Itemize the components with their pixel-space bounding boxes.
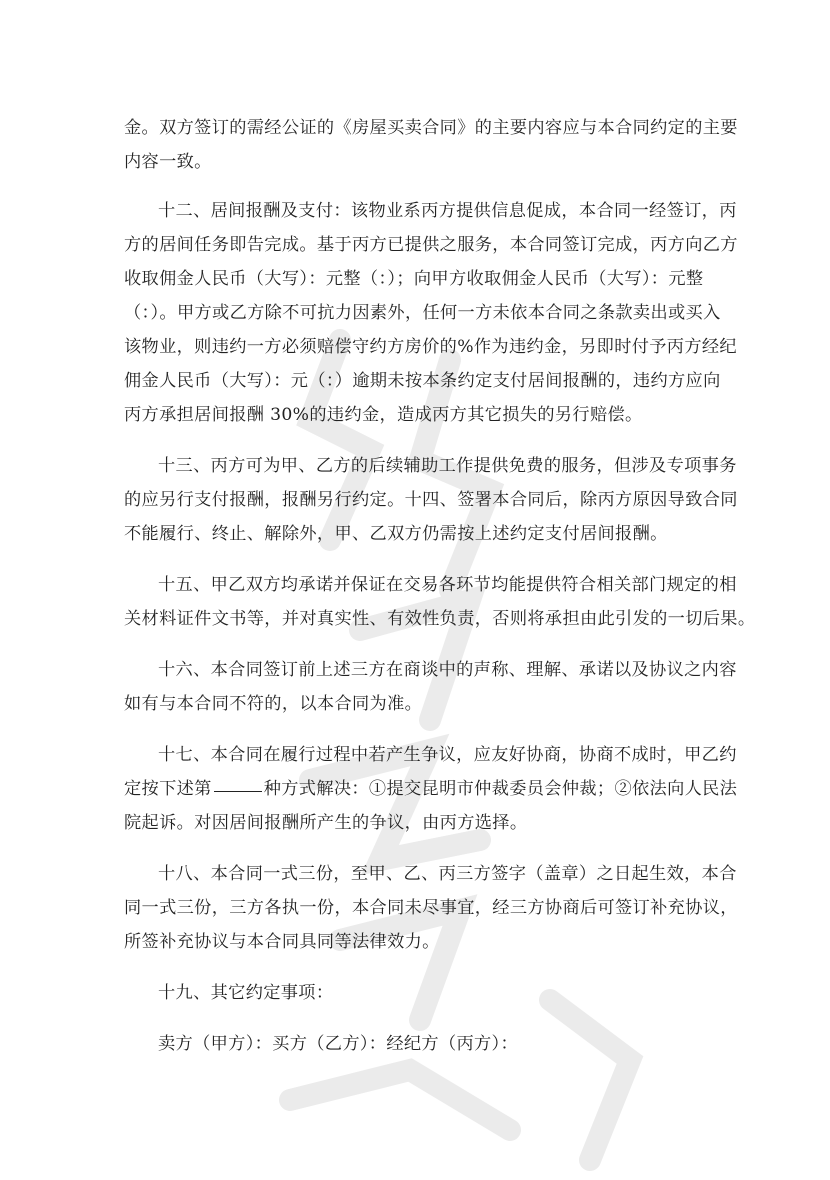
- line-p12-1: 十二、居间报酬及支付：该物业系丙方提供信息促成，本合同一经签订，丙: [158, 201, 737, 221]
- line-p17-2: [124, 778, 737, 800]
- line-p16-1: 十六、本合同签订前上述三方在商谈中的声称、理解、承诺以及协议之内容: [158, 660, 737, 680]
- line-p0-1: 金。双方签订的需经公证的《房屋买卖合同》的主要内容应与本合同约定的主要: [124, 118, 738, 138]
- line-p17-3: 院起诉。对因居间报酬所产生的争议，由丙方选择。: [124, 813, 528, 833]
- line-p12-4: （：）。甲方或乙方除不可抗力因素外，任何一方未依本合同之条款卖出或买入: [124, 303, 721, 323]
- line-p12-2: 方的居间任务即告完成。基于丙方已提供之服务，本合同签订完成，丙方向乙方: [124, 235, 738, 255]
- line-p15-1: 十五、甲乙双方均承诺并保证在交易各环节均能提供符合相关部门规定的相: [158, 575, 737, 595]
- line-p13-2: 的应另行支付报酬，报酬另行约定。十四、签署本合同后，除丙方原因导致合同: [124, 490, 738, 510]
- line-p15-2: 关材料证件文书等，并对真实性、有效性负责，否则将承担由此引发的一切后果。: [124, 609, 756, 629]
- fill-in-blank: [214, 790, 262, 792]
- line-p16-2: 如有与本合同不符的，以本合同为准。: [124, 694, 423, 714]
- line-p0-2: 内容一致。: [124, 152, 212, 172]
- line-p13-1: 十三、丙方可为甲、乙方的后续辅助工作提供免费的服务，但涉及专项事务: [158, 456, 737, 476]
- line-p17-1: 十七、本合同在履行过程中若产生争议，应友好协商，协商不成时，甲乙约: [158, 745, 737, 765]
- line-p12-3: 收取佣金人民币（大写）：元整（：）；向甲方收取佣金人民币（大写）：元整: [124, 269, 704, 289]
- line-p19-1: 十九、其它约定事项：: [158, 983, 334, 1003]
- line-p18-2: 同一式三份，三方各执一份，本合同未尽事宜，经三方协商后可签订补充协议，: [124, 898, 738, 918]
- line-p20-1: 卖方（甲方）：买方（乙方）：经纪方（丙方）：: [158, 1034, 519, 1054]
- line-p17-2-before: 定按下述第: [124, 779, 212, 799]
- line-p18-3: 所签补充协议与本合同具同等法律效力。: [124, 932, 440, 952]
- line-p12-6: 佣金人民币（大写）：元（：）逾期未按本条约定支付居间报酬的，违约方应向: [124, 371, 721, 391]
- line-p12-7: 丙方承担居间报酬 30%的违约金，造成丙方其它损失的另行赔偿。: [124, 405, 643, 425]
- line-p18-1: 十八、本合同一式三份，至甲、乙、丙三方签字（盖章）之日起生效，本合: [158, 864, 737, 884]
- line-p12-5: 该物业，则违约一方必须赔偿守约方房价的%作为违约金，另即时付予丙方经纪: [124, 337, 737, 357]
- line-p13-3: 不能履行、终止、解除外，甲、乙双方仍需按上述约定支付居间报酬。: [124, 524, 668, 544]
- line-p17-2-after: 种方式解决：①提交昆明市仲裁委员会仲裁；②依法向人民法: [263, 779, 738, 799]
